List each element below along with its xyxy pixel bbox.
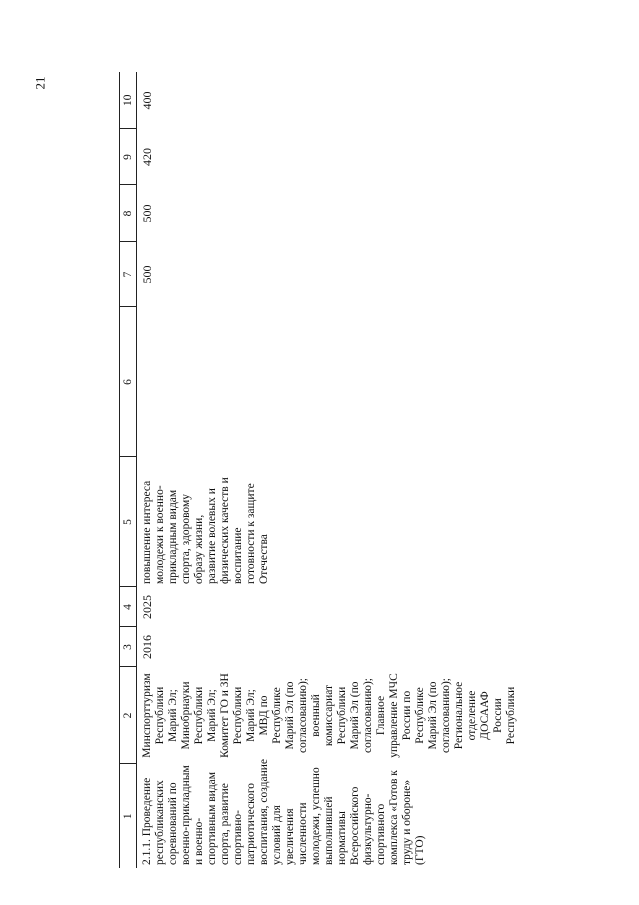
cell-text-line: (ГТО) bbox=[414, 835, 426, 865]
cell-text-line: Республики bbox=[232, 686, 244, 745]
cell-text-line: Отечества bbox=[258, 534, 270, 584]
cell-text-line: 2.1.1. Проведение bbox=[141, 777, 153, 865]
col-header-6: 6 bbox=[120, 307, 137, 457]
cell-text-line: соревнований по bbox=[167, 782, 179, 865]
activity-lines bbox=[141, 759, 427, 865]
cell-text-line: России по bbox=[401, 690, 413, 741]
page-number: 21 bbox=[32, 76, 48, 90]
cell-text-line: Марий Эл; bbox=[206, 689, 218, 742]
cell-text-line: молодежи к военно- bbox=[154, 485, 166, 584]
cell-text-line: выполнившей bbox=[323, 796, 335, 865]
col-header-10: 10 bbox=[120, 72, 137, 129]
cell-text-line: Марий Эл; bbox=[167, 689, 179, 742]
table-top-rule bbox=[107, 72, 120, 868]
cell-text-line: Марий Эл (по bbox=[427, 681, 439, 750]
cell-text-line: труду и обороне» bbox=[401, 779, 413, 865]
cell-text-line: спортивно- bbox=[232, 810, 244, 865]
column-7-value: 500 bbox=[140, 265, 154, 284]
col-header-4: 4 bbox=[120, 587, 137, 627]
cell-text-line: спортивным видам bbox=[206, 771, 218, 865]
cell-text-line: прикладным видам bbox=[167, 489, 179, 584]
start-year-cell: 2016 bbox=[140, 635, 154, 659]
cell-text-line: республиканских bbox=[154, 780, 166, 865]
cell-text-line: условий для bbox=[271, 805, 283, 865]
cell-text-line: физкультурно- bbox=[362, 793, 374, 865]
cell-text-line: Минспорттуризм bbox=[141, 673, 153, 758]
col-header-8: 8 bbox=[120, 185, 137, 242]
col-header-7: 7 bbox=[120, 242, 137, 307]
cell-text-line: Главное bbox=[375, 695, 387, 736]
cell-text-line: Республике bbox=[414, 687, 426, 744]
column-number-row bbox=[120, 72, 137, 868]
executors-lines bbox=[141, 670, 518, 761]
cell-text-line: ДОСААФ bbox=[479, 691, 491, 740]
cell-text-line: нормативы bbox=[336, 811, 348, 865]
cell-text-line: воспитания, создание bbox=[258, 759, 270, 865]
cell-text-line: военный bbox=[310, 694, 322, 737]
cell-text-line: согласованию); bbox=[297, 678, 309, 753]
column-10-value: 400 bbox=[140, 91, 154, 110]
cell-text-line: Республики bbox=[154, 686, 166, 745]
cell-text-line: Марий Эл (по bbox=[284, 681, 296, 750]
executors-cell bbox=[137, 667, 519, 764]
cell-text-line: военно-прикладным bbox=[180, 765, 192, 865]
cell-text-line: увеличения bbox=[284, 808, 296, 865]
cell-text-line: Республики bbox=[193, 686, 205, 745]
cell-text-line: образу жизни, bbox=[193, 514, 205, 584]
cell-text-line: комиссариат bbox=[323, 684, 335, 747]
cell-text-line: численности bbox=[297, 802, 309, 865]
cell-text-line: Республики bbox=[505, 686, 517, 745]
expected-result-cell bbox=[137, 457, 519, 587]
cell-text-line: России bbox=[492, 698, 504, 733]
cell-text-line: согласованию); bbox=[440, 678, 452, 753]
column-9-value: 420 bbox=[140, 148, 154, 166]
column-6-cell bbox=[137, 307, 519, 457]
col-header-1: 1 bbox=[120, 764, 137, 868]
cell-text-line: воспитание bbox=[232, 527, 244, 584]
cell-text-line: Марий Эл (по bbox=[349, 681, 361, 750]
activity-cell bbox=[137, 759, 519, 868]
cell-text-line: Всероссийского bbox=[349, 786, 361, 865]
cell-text-line: молодежи, успешно bbox=[310, 767, 322, 865]
cell-text-line: Комитет ГО и ЗН bbox=[219, 673, 231, 758]
cell-text-line: управление МЧС bbox=[388, 673, 400, 758]
cell-text-line: Марий Эл; bbox=[245, 689, 257, 742]
cell-text-line: Минобрнауки bbox=[180, 681, 192, 750]
cell-text-line: спортивного bbox=[375, 803, 387, 865]
cell-text-line: отделение bbox=[466, 690, 478, 741]
end-year-cell: 2025 bbox=[140, 595, 154, 619]
cell-text-line: Республике bbox=[271, 687, 283, 744]
cell-text-line: патриотического bbox=[245, 782, 257, 865]
column-8-value: 500 bbox=[140, 204, 154, 223]
cell-text-line: готовности к защите bbox=[245, 483, 257, 584]
cell-text-line: спорта, здоровому bbox=[180, 494, 192, 584]
expected-result-lines bbox=[141, 460, 271, 584]
cell-text-line: МВД по bbox=[258, 695, 270, 736]
program-table bbox=[107, 72, 518, 868]
cell-text-line: согласованию); bbox=[362, 678, 374, 753]
cell-text-line: Республики bbox=[336, 686, 348, 745]
col-header-2: 2 bbox=[120, 667, 137, 764]
cell-text-line: спорта, развитие bbox=[219, 783, 231, 865]
cell-text-line: повышение интереса bbox=[141, 480, 153, 584]
cell-text-line: развитие волевых и bbox=[206, 488, 218, 584]
col-header-3: 3 bbox=[120, 627, 137, 667]
col-header-9: 9 bbox=[120, 129, 137, 185]
rotated-table-container bbox=[107, 72, 537, 868]
table-row bbox=[137, 72, 519, 868]
cell-text-line: физических качеств и bbox=[219, 477, 231, 584]
cell-text-line: Региональное bbox=[453, 681, 465, 750]
col-header-5: 5 bbox=[120, 457, 137, 587]
cell-text-line: комплекса «Готов к bbox=[388, 770, 400, 865]
cell-text-line: и военно- bbox=[193, 817, 205, 865]
